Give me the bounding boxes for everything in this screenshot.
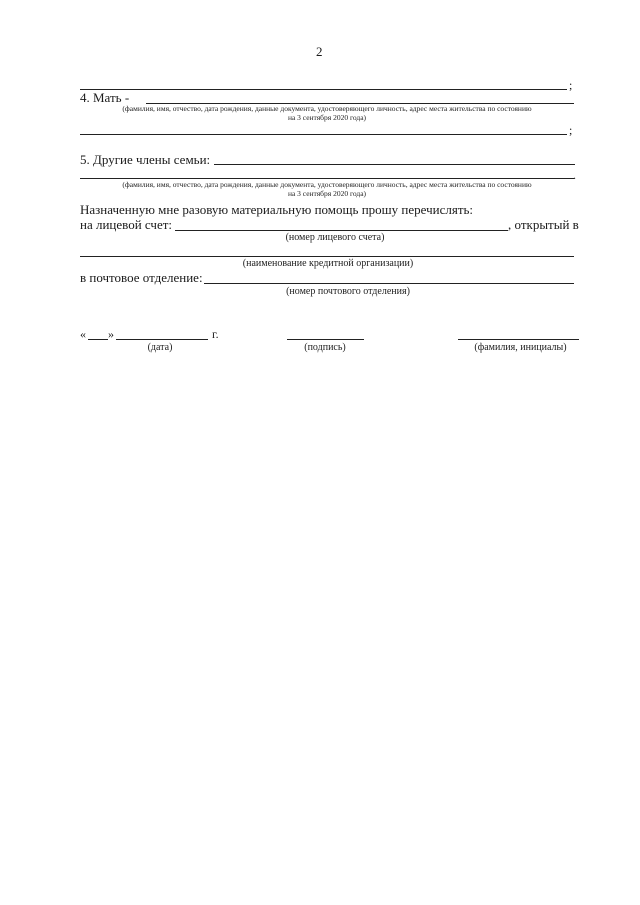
other-family-label: 5. Другие члены семьи: — [80, 152, 211, 167]
payment-intro: Назначенную мне разовую материальную помощь прошу перечислять: — [80, 202, 474, 217]
account-label: на лицевой счет: — [80, 217, 173, 232]
post-office-field[interactable] — [204, 283, 574, 284]
name-initials-field[interactable] — [458, 339, 579, 340]
date-caption: (дата) — [147, 342, 173, 353]
mother-label: 4. Мать - — [80, 90, 130, 105]
date-close-quote: » — [108, 327, 114, 341]
signature-field[interactable] — [287, 339, 364, 340]
bank-name-field[interactable] — [80, 256, 574, 257]
mother-caption-line1: (фамилия, имя, отчество, дата рождения, данные документа, удостоверяющего личность, адрес места жительства по состоянию — [122, 104, 532, 113]
date-month-field[interactable] — [116, 339, 208, 340]
mother-field-line-2[interactable] — [80, 134, 567, 135]
signature-caption: (подпись) — [304, 342, 346, 353]
post-caption: (номер почтового отделения) — [286, 286, 410, 297]
mother-caption-line2: на 3 сентября 2020 года) — [287, 113, 367, 122]
account-caption: (номер лицевого счета) — [285, 232, 385, 243]
previous-field-line[interactable] — [80, 89, 567, 90]
other-family-field-line-2[interactable] — [80, 178, 574, 179]
end-mark: . — [573, 168, 576, 182]
date-day-field[interactable] — [88, 339, 108, 340]
mother-caption — [80, 104, 574, 122]
other-family-caption-line1: (фамилия, имя, отчество, дата рождения, данные документа, удостоверяющего личность, адрес места жительства по состоянию — [122, 180, 532, 189]
end-mark: ; — [569, 123, 573, 137]
account-suffix: , открытый в — [508, 217, 579, 232]
name-initials-caption: (фамилия, инициалы) — [474, 342, 567, 353]
year-suffix: г. — [212, 327, 219, 341]
page-number: 2 — [316, 44, 323, 59]
other-family-caption — [80, 180, 574, 198]
end-mark: ; — [569, 78, 573, 92]
bank-caption: (наименование кредитной организации) — [242, 258, 414, 269]
account-number-field[interactable] — [175, 230, 508, 231]
post-label: в почтовое отделение: — [80, 270, 203, 285]
date-open-quote: « — [80, 327, 86, 341]
other-family-caption-line2: на 3 сентября 2020 года) — [287, 189, 367, 198]
other-family-field-line[interactable] — [214, 164, 575, 165]
